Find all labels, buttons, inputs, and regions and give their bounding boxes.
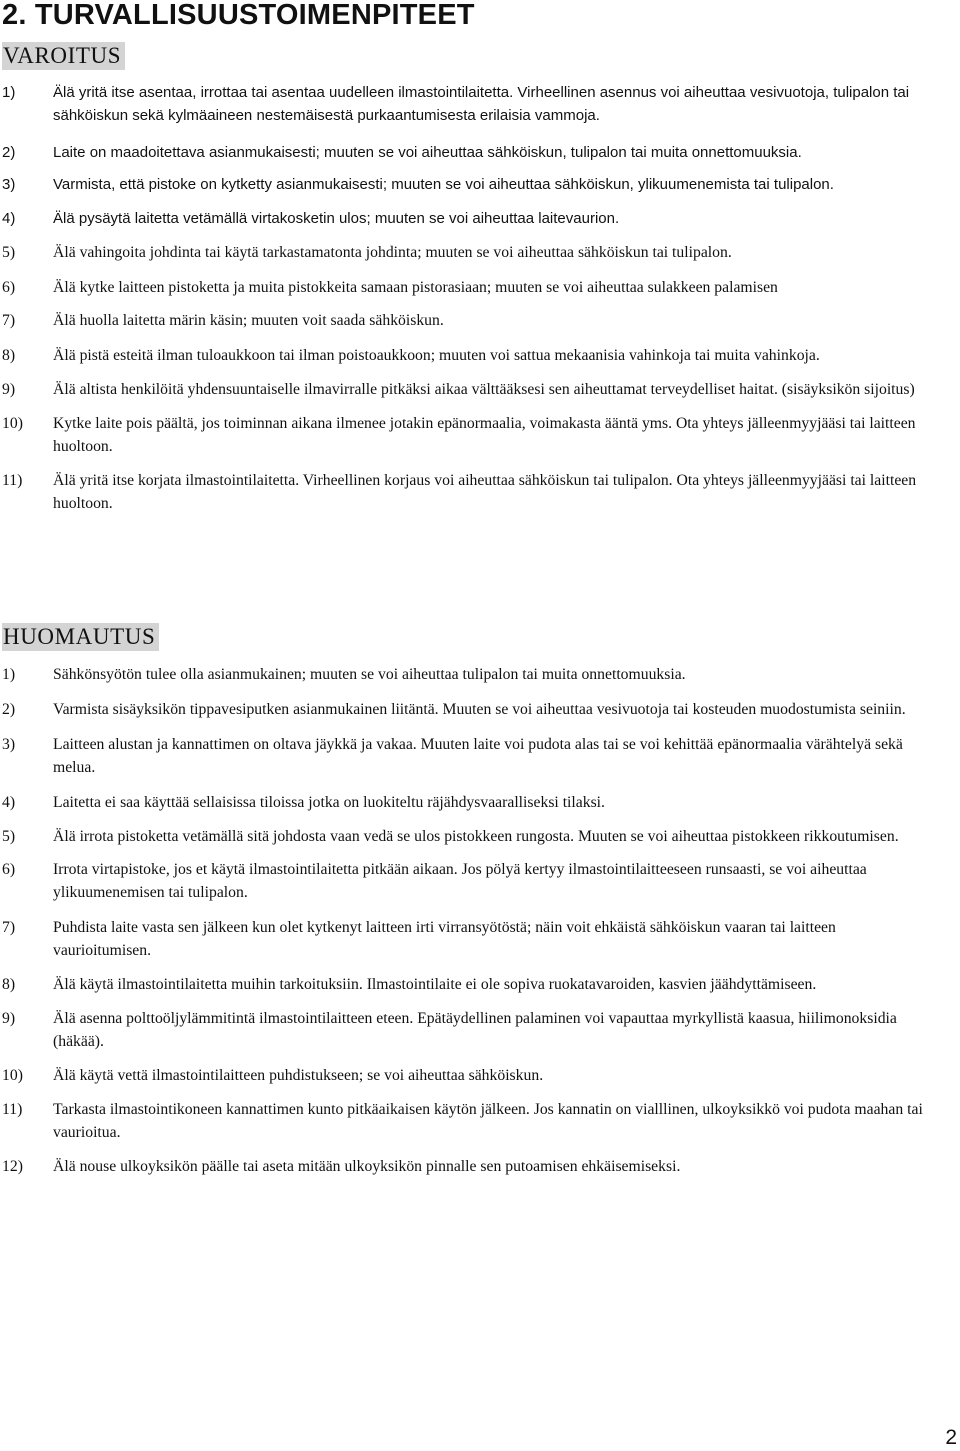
page-number: 2 <box>945 1426 957 1449</box>
item-number: 2) <box>2 144 16 161</box>
item-text: Puhdista laite vasta sen jälkeen kun olet kytkenyt laitteen irti virransyötöstä; näin voit ehkäistä sähköiskun vaaran tai laitteen vaurioitumisen. <box>53 919 836 959</box>
item-text: Älä pysäytä laitetta vetämällä virtakosketin ulos; muuten se voi aiheuttaa laitevaurion. <box>53 210 620 227</box>
warning-item-1 <box>0 81 930 127</box>
item-text: Älä käytä vettä ilmastointilaitteen puhdistukseen; se voi aiheuttaa sähköiskun. <box>53 1067 544 1084</box>
item-number: 1) <box>2 666 16 683</box>
item-number: 7) <box>2 312 16 329</box>
notice-item-11 <box>0 1098 930 1144</box>
notice-item-9 <box>0 1007 930 1053</box>
item-number: 3) <box>2 176 16 193</box>
notice-item-1 <box>0 663 930 686</box>
notice-item-4 <box>0 791 930 814</box>
item-text: Älä huolla laitetta märin käsin; muuten voit saada sähköiskun. <box>53 312 444 329</box>
notice-item-7 <box>0 916 930 962</box>
warning-list <box>0 81 930 515</box>
item-text: Varmista sisäyksikön tippavesiputken asianmukainen liitäntä. Muuten se voi aiheuttaa vesivuotoja tai kosteuden muodostumista seiniin. <box>53 701 906 718</box>
item-text: Laitetta ei saa käyttää sellaisissa tiloissa jotka on luokiteltu räjähdysvaaralliseksi tilaksi. <box>53 794 605 811</box>
page-heading: 2. TURVALLISUUSTOIMENPITEET <box>2 0 475 31</box>
item-text: Älä kytke laitteen pistoketta ja muita pistokkeita samaan pistorasiaan; muuten se voi aiheuttaa sulakkeen palamisen <box>53 279 778 296</box>
warning-item-3 <box>0 173 930 196</box>
item-number: 6) <box>2 279 16 296</box>
item-number: 5) <box>2 244 16 261</box>
item-text: Älä yritä itse asentaa, irrottaa tai asentaa uudelleen ilmastointilaitetta. Virheellinen asennus voi aiheuttaa vesivuotoja, tulipalon tai sähköiskun sekä kylmäaineen nestemäisestä purkaantumisesta erilaisia vammoja. <box>53 84 910 124</box>
item-text: Älä nouse ulkoyksikön päälle tai aseta mitään ulkoyksikön pinnalle sen putoamisen ehkäisemiseksi. <box>53 1158 681 1175</box>
notice-item-12 <box>0 1155 930 1178</box>
item-number: 1) <box>2 84 16 101</box>
warning-item-9 <box>0 378 930 401</box>
item-text: Älä altista henkilöitä yhdensuuntaiselle ilmavirralle pitkäksi aikaa välttääksesi sen aiheuttamat terveydelliset haitat. (sisäyksikön sijoitus) <box>53 381 915 398</box>
item-number: 10) <box>2 1067 23 1084</box>
warning-item-11 <box>0 469 930 515</box>
item-text: Sähkönsyötön tulee olla asianmukainen; muuten se voi aiheuttaa tulipalon tai muita onnettomuuksia. <box>53 666 686 683</box>
notice-item-6 <box>0 858 930 904</box>
item-number: 7) <box>2 919 16 936</box>
item-number: 11) <box>2 472 23 489</box>
item-number: 9) <box>2 381 16 398</box>
notice-item-2 <box>0 698 930 721</box>
item-text: Kytke laite pois päältä, jos toiminnan aikana ilmenee jotakin epänormaalia, voimakasta ääntä yms. Ota yhteys jälleenmyyjääsi tai laitteen huoltoon. <box>53 415 916 455</box>
item-text: Laitteen alustan ja kannattimen on oltava jäykkä ja vakaa. Muuten laite voi pudota alas tai se voi kehittää epänormaalia värähtelyä sekä melua. <box>53 736 903 776</box>
item-text: Älä pistä esteitä ilman tuloaukkoon tai ilman poistoaukkoon; muuten voi sattua mekaanisia vahinkoja tai muita vahinkoja. <box>53 347 820 364</box>
item-number: 8) <box>2 347 16 364</box>
warning-item-4 <box>0 207 930 230</box>
item-number: 4) <box>2 794 16 811</box>
item-number: 4) <box>2 210 16 227</box>
notice-item-5 <box>0 825 930 848</box>
item-text: Varmista, että pistoke on kytketty asianmukaisesti; muuten se voi aiheuttaa sähköiskun, ylikuumenemista tai tulipalon. <box>53 176 834 193</box>
notice-list <box>0 663 930 1178</box>
notice-item-3 <box>0 733 930 779</box>
item-number: 9) <box>2 1010 16 1027</box>
item-text: Älä yritä itse korjata ilmastointilaitetta. Virheellinen korjaus voi aiheuttaa sähköiskun tai tulipalon. Ota yhteys jälleenmyyjääsi tai laitteen huoltoon. <box>53 472 917 512</box>
notice-item-8 <box>0 973 930 996</box>
item-number: 5) <box>2 828 16 845</box>
item-number: 10) <box>2 415 23 432</box>
warning-item-6 <box>0 276 930 299</box>
item-text: Tarkasta ilmastointikoneen kannattimen kunto pitkäaikaisen käytön jälkeen. Jos kannatin on vialllinen, ulkoyksikkö voi pudota maahan tai vaurioitua. <box>53 1101 923 1141</box>
item-text: Irrota virtapistoke, jos et käytä ilmastointilaitetta pitkään aikaan. Jos pölyä kertyy ilmastointilaitteeseen runsaasti, se voi aiheuttaa ylikuumenemisen tai tulipalon. <box>53 861 867 901</box>
item-number: 6) <box>2 861 16 878</box>
item-text: Älä vahingoita johdinta tai käytä tarkastamatonta johdinta; muuten se voi aiheuttaa sähköiskun tai tulipalon. <box>53 244 732 261</box>
item-number: 12) <box>2 1158 23 1175</box>
warning-section-label: VAROITUS <box>2 42 125 70</box>
warning-item-7 <box>0 309 930 332</box>
item-text: Älä asenna polttoöljylämmitintä ilmastointilaitteen eteen. Epätäydellinen palaminen voi vapauttaa myrkyllistä kaasua, hiilimonoksidia (häkää). <box>53 1010 897 1050</box>
notice-item-10 <box>0 1064 930 1087</box>
item-text: Älä irrota pistoketta vetämällä sitä johdosta vaan vedä se ulos pistokkeen rungosta. Muuten se voi aiheuttaa pistokkeen rikkoutumisen. <box>53 828 899 845</box>
item-number: 8) <box>2 976 16 993</box>
item-number: 11) <box>2 1101 23 1118</box>
warning-item-5 <box>0 241 930 264</box>
notice-section-label: HUOMAUTUS <box>2 623 159 651</box>
warning-item-2 <box>0 141 930 164</box>
item-text: Laite on maadoitettava asianmukaisesti; muuten se voi aiheuttaa sähköiskun, tulipalon tai muita onnettomuuksia. <box>53 144 802 161</box>
item-text: Älä käytä ilmastointilaitetta muihin tarkoituksiin. Ilmastointilaite ei ole sopiva ruokatavaroiden, kasvien jäähdyttämiseen. <box>53 976 817 993</box>
item-number: 2) <box>2 701 16 718</box>
warning-item-8 <box>0 344 930 367</box>
item-number: 3) <box>2 736 16 753</box>
warning-item-10 <box>0 412 930 458</box>
